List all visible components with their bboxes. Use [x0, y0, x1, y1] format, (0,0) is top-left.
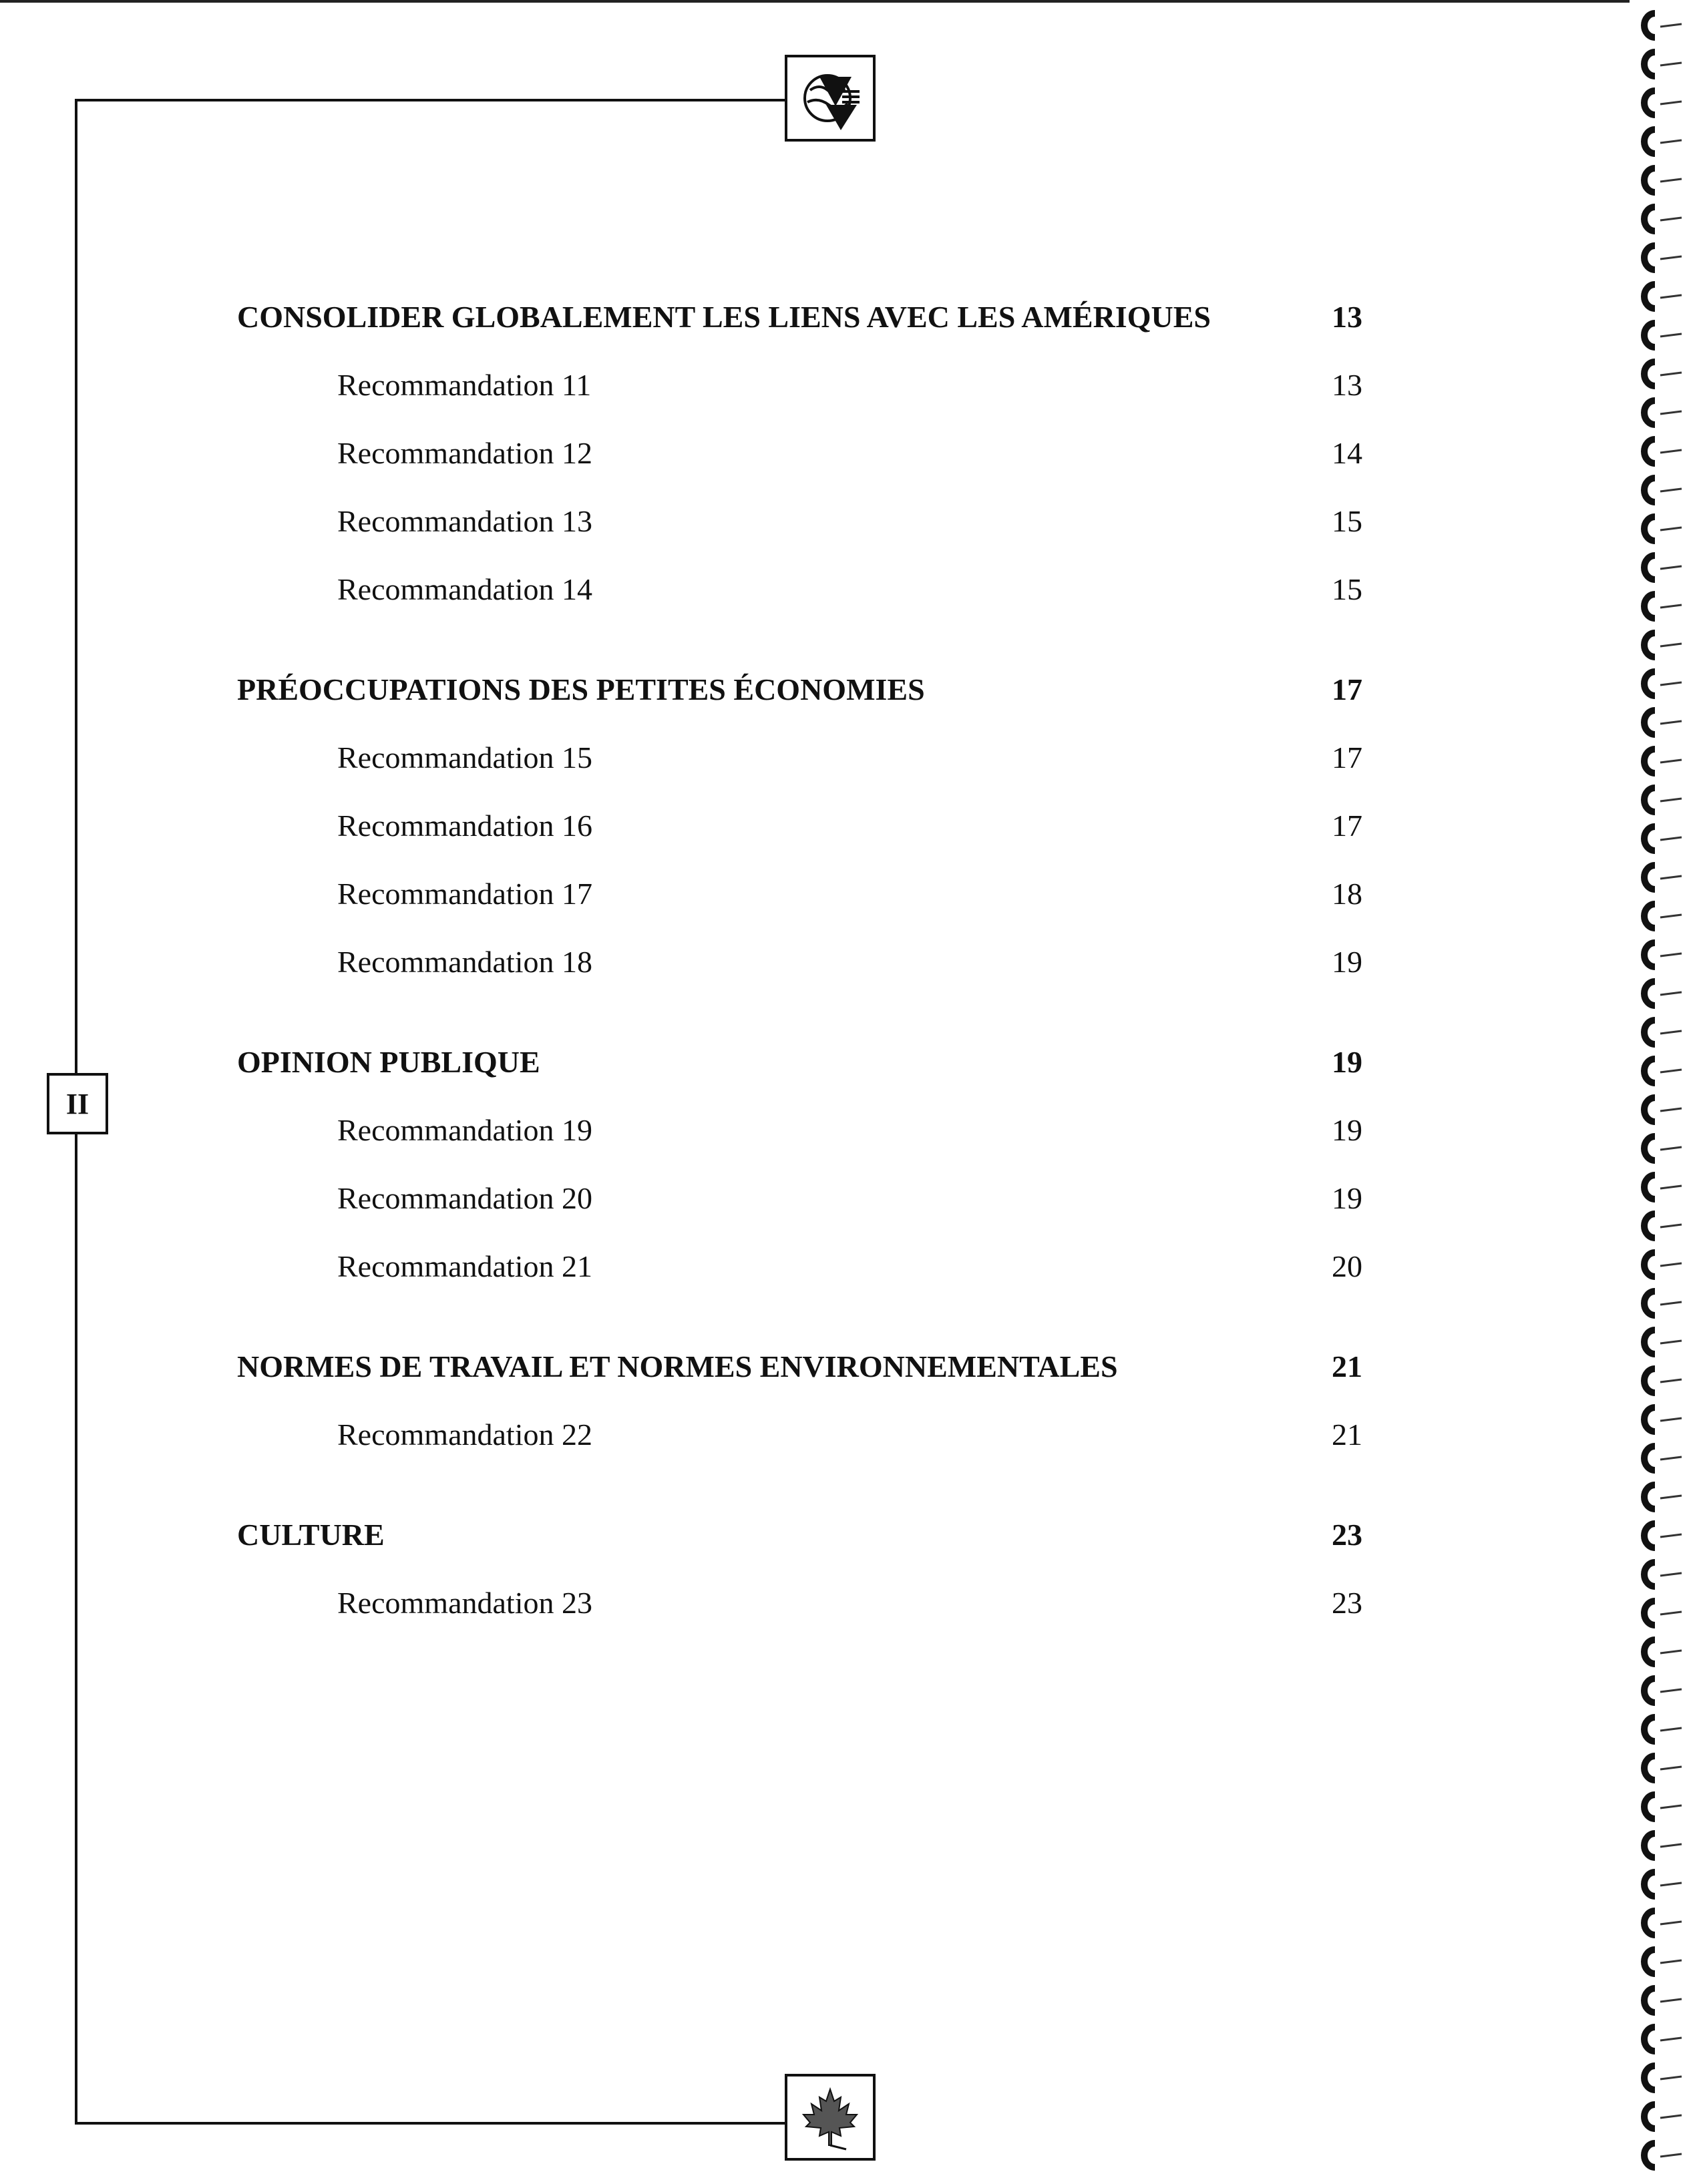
binding-ring [1644, 672, 1682, 696]
section-title: NORMES DE TRAVAIL ET NORMES ENVIRONNEMENTALES [237, 1349, 1118, 1383]
binding-ring [1644, 1136, 1682, 1160]
entry-page-number: 19 [1332, 1181, 1362, 1215]
toc-entry [227, 1237, 1362, 1305]
toc-section [227, 1505, 1362, 1641]
binding-ring [1644, 1524, 1682, 1548]
binding-ring [1644, 1175, 1682, 1199]
entry-label: Recommandation 15 [337, 740, 592, 775]
toc-entry [227, 1168, 1362, 1237]
entry-page-number: 14 [1332, 436, 1362, 470]
entry-page-number: 20 [1332, 1249, 1362, 1283]
binding-ring [1644, 130, 1682, 154]
toc-section [227, 287, 1362, 628]
binding-ring [1644, 2027, 1682, 2051]
entry-label: Recommandation 23 [337, 1586, 592, 1620]
binding-ring [1644, 1833, 1682, 1858]
binding-ring [1644, 633, 1682, 657]
binding-ring [1644, 556, 1682, 580]
page-marker-label: II [65, 1087, 89, 1120]
binding-ring [1644, 865, 1682, 889]
entry-label: Recommandation 11 [337, 368, 592, 402]
section-heading [227, 660, 1362, 728]
top-rule [0, 0, 1630, 3]
table-of-contents [227, 287, 1362, 1673]
binding-ring [1644, 2105, 1682, 2129]
toc-entry [227, 1573, 1362, 1641]
binding-ring [1644, 362, 1682, 386]
top-emblem-box [785, 55, 876, 142]
binding-ring [1644, 246, 1682, 270]
toc-entry [227, 560, 1362, 628]
binding-ring [1644, 904, 1682, 928]
binding-ring [1644, 1020, 1682, 1044]
binding-ring [1644, 1059, 1682, 1083]
binding-ring [1644, 1369, 1682, 1393]
binding-ring [1644, 168, 1682, 192]
section-page-number: 17 [1332, 672, 1362, 706]
binding-ring [1644, 1640, 1682, 1664]
binding-ring [1644, 52, 1682, 76]
entry-label: Recommandation 12 [337, 436, 592, 470]
section-title: CULTURE [237, 1518, 385, 1552]
binding-ring [1644, 1407, 1682, 1432]
binding-ring [1644, 1872, 1682, 1896]
entry-label: Recommandation 20 [337, 1181, 592, 1215]
entry-label: Recommandation 19 [337, 1113, 592, 1147]
entry-page-number: 17 [1332, 740, 1362, 775]
binding-ring [1644, 1601, 1682, 1625]
binding-ring [1644, 1911, 1682, 1935]
binding-ring [1644, 2066, 1682, 2090]
binding-ring [1644, 207, 1682, 231]
toc-entry [227, 1405, 1362, 1473]
section-page-number: 13 [1332, 300, 1362, 334]
entry-label: Recommandation 22 [337, 1417, 592, 1452]
spiral-binding [1628, 0, 1695, 2184]
entry-page-number: 23 [1332, 1586, 1362, 1620]
toc-section [227, 1337, 1362, 1473]
toc-section [227, 660, 1362, 1000]
entry-page-number: 19 [1332, 1113, 1362, 1147]
binding-ring [1644, 1214, 1682, 1238]
binding-ring [1644, 1717, 1682, 1741]
toc-entry [227, 355, 1362, 423]
entry-label: Recommandation 16 [337, 809, 592, 843]
binding-ring [1644, 1988, 1682, 2012]
binding-ring [1644, 1291, 1682, 1315]
binding-ring [1644, 1795, 1682, 1819]
section-page-number: 23 [1332, 1518, 1362, 1552]
binding-ring [1644, 710, 1682, 734]
binding-ring [1644, 1485, 1682, 1509]
binding-ring [1644, 323, 1682, 347]
toc-section [227, 1032, 1362, 1305]
binding-ring [1644, 1253, 1682, 1277]
page-marker [47, 1073, 108, 1134]
binding-ring [1644, 1446, 1682, 1470]
binding-ring [1644, 749, 1682, 773]
globe-triangle-emblem-icon [793, 63, 868, 133]
bottom-emblem-box [785, 2074, 876, 2161]
binding-ring [1644, 478, 1682, 502]
entry-label: Recommandation 21 [337, 1249, 592, 1283]
entry-label: Recommandation 13 [337, 504, 592, 538]
section-title: CONSOLIDER GLOBALEMENT LES LIENS AVEC LES AMÉRIQUES [237, 300, 1211, 334]
toc-entry [227, 932, 1362, 1000]
toc-entry [227, 728, 1362, 796]
section-page-number: 19 [1332, 1045, 1362, 1079]
entry-label: Recommandation 17 [337, 877, 592, 911]
binding-ring [1644, 981, 1682, 1006]
binding-ring [1644, 439, 1682, 463]
entry-page-number: 19 [1332, 945, 1362, 979]
section-title: OPINION PUBLIQUE [237, 1045, 540, 1079]
entry-page-number: 15 [1332, 504, 1362, 538]
toc-entry [227, 864, 1362, 932]
section-heading [227, 1032, 1362, 1100]
entry-page-number: 17 [1332, 809, 1362, 843]
toc-entry [227, 423, 1362, 491]
binding-ring [1644, 1679, 1682, 1703]
toc-entry [227, 491, 1362, 560]
binding-ring [1644, 1098, 1682, 1122]
binding-ring [1644, 2143, 1682, 2167]
entry-page-number: 18 [1332, 877, 1362, 911]
binding-ring [1644, 91, 1682, 115]
section-heading [227, 1337, 1362, 1405]
binding-ring [1644, 827, 1682, 851]
entry-page-number: 15 [1332, 572, 1362, 606]
binding-ring [1644, 1330, 1682, 1354]
frame-bottom-line [75, 2122, 785, 2125]
entry-label: Recommandation 14 [337, 572, 592, 606]
toc-entry [227, 796, 1362, 864]
toc-entry [227, 1100, 1362, 1168]
binding-ring [1644, 788, 1682, 812]
binding-ring [1644, 1562, 1682, 1586]
section-title: PRÉOCCUPATIONS DES PETITES ÉCONOMIES [237, 672, 925, 706]
binding-ring [1644, 1950, 1682, 1974]
section-heading [227, 287, 1362, 355]
binding-ring [1644, 284, 1682, 308]
maple-leaf-icon [797, 2084, 864, 2151]
section-heading [227, 1505, 1362, 1573]
binding-ring [1644, 943, 1682, 967]
binding-ring [1644, 1756, 1682, 1780]
binding-ring [1644, 13, 1682, 37]
section-page-number: 21 [1332, 1349, 1362, 1383]
entry-page-number: 21 [1332, 1417, 1362, 1452]
binding-ring [1644, 401, 1682, 425]
binding-ring [1644, 517, 1682, 541]
entry-label: Recommandation 18 [337, 945, 592, 979]
entry-page-number: 13 [1332, 368, 1362, 402]
frame-top-line [75, 99, 785, 101]
binding-ring [1644, 594, 1682, 618]
